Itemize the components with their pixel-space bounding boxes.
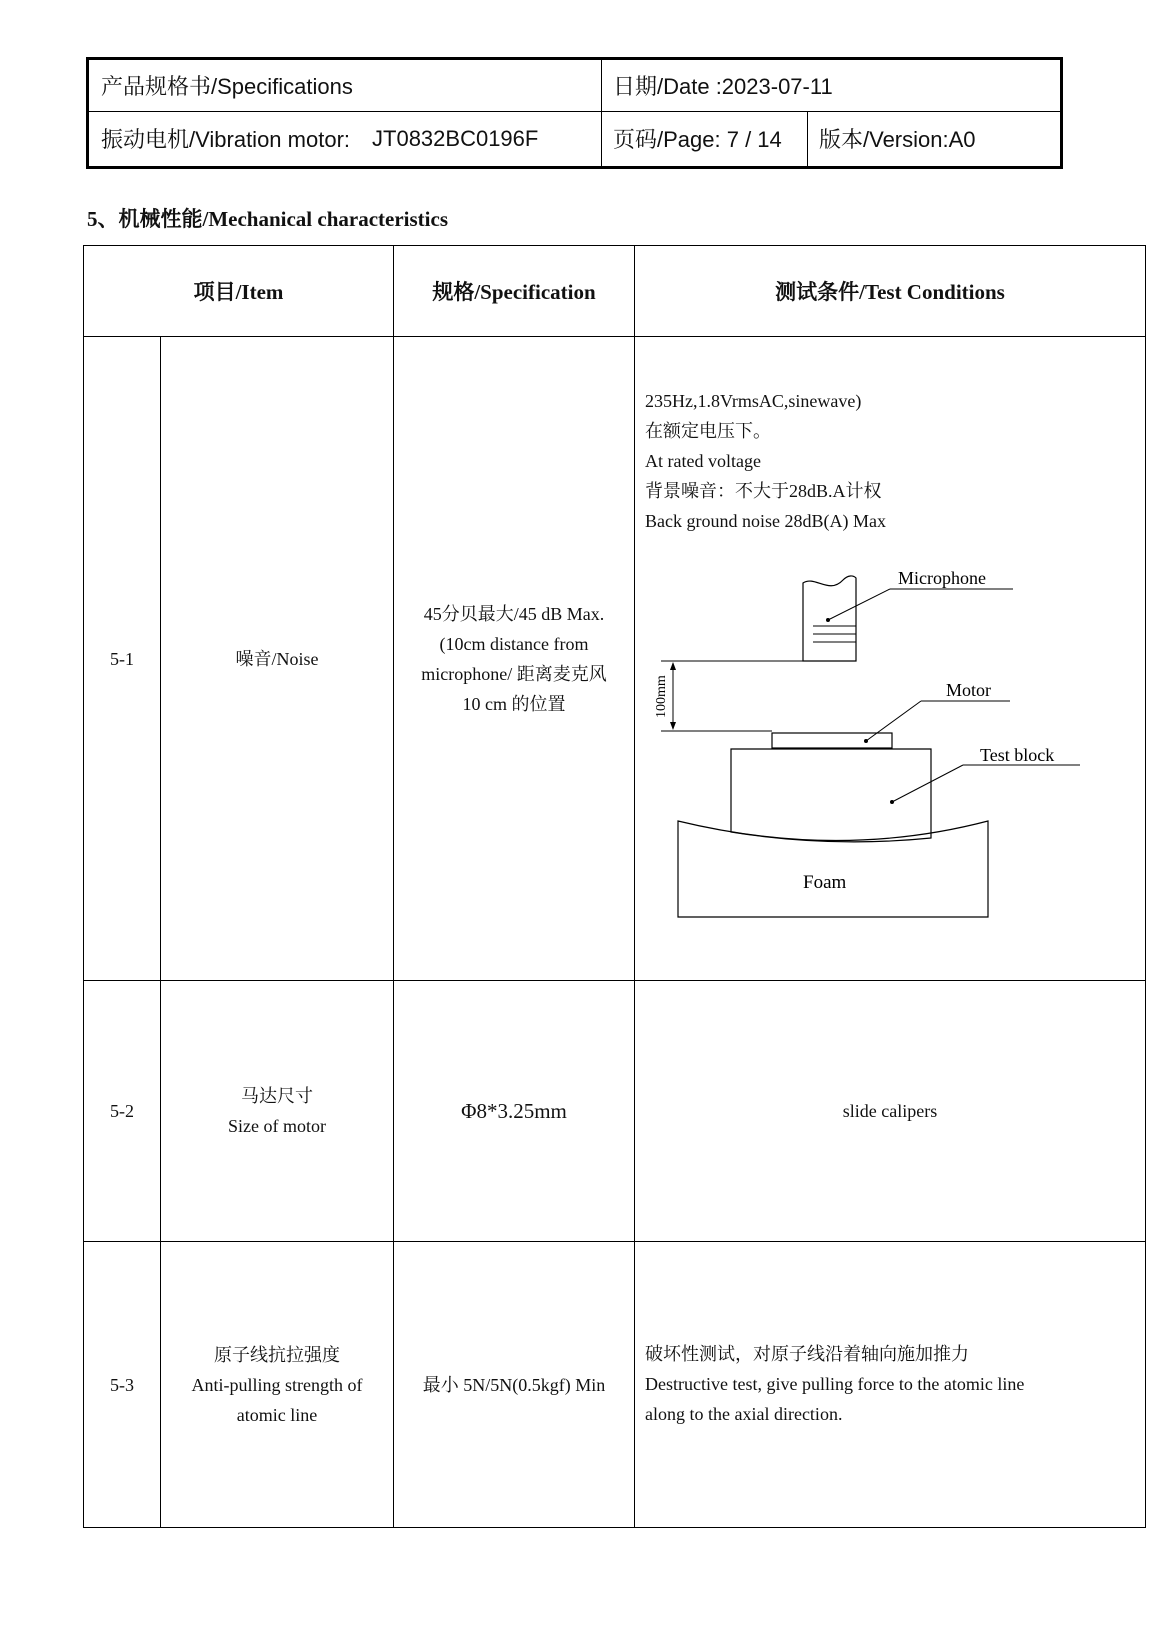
spec-line: microphone/ 距离麦克风 [421,663,607,684]
item-line: Size of motor [228,1116,326,1136]
table-border [1145,245,1146,1528]
test-line: 背景噪音：不大于28dB.A计权 [645,481,882,501]
spec-value: 最小 5N/5N(0.5kgf) Min [422,1374,606,1395]
table-border [83,1527,1146,1528]
row-number: 5-2 [110,1101,134,1121]
test-line: Destructive test, give pulling force to the atomic line [645,1374,1025,1394]
test-block-leader [892,765,963,802]
distance-label: 100mm [654,675,669,718]
section-title: 5、机械性能/Mechanical characteristics [87,207,448,231]
item-name [161,1242,393,1527]
noise-test-diagram [635,560,1145,930]
microphone-leader [828,589,890,620]
row-number: 5-1 [110,648,134,669]
header-spec: 规格/Specification [432,280,596,304]
test-block-label: Test block [980,745,1055,765]
header-test: 测试条件/Test Conditions [775,280,1005,304]
motor-label: Motor [946,680,991,700]
item-name [161,981,393,1241]
page-label: 页码/Page: 7 / 14 [613,127,782,152]
spec-label: 产品规格书/Specifications [101,74,353,99]
test-line: Back ground noise 28dB(A) Max [645,511,886,531]
spec-line: 10 cm 的位置 [462,693,566,714]
product-cell [89,111,601,166]
spec-value: Φ8*3.25mm [461,1098,567,1123]
test-line: 破坏性测试，对原子线沿着轴向施加推力 [645,1344,969,1364]
part-number: JT0832BC0196F [372,125,539,151]
item-line: Anti-pulling strength of [191,1374,363,1395]
spec-line: 45分贝最大/45 dB Max. [423,603,605,624]
test-line: along to the axial direction. [645,1404,843,1424]
product-label: 振动电机/Vibration motor: [101,127,351,152]
foam-shape [678,821,988,917]
motor-leader [866,701,921,741]
foam-label: Foam [803,872,847,893]
date-label: 日期/Date :2023-07-11 [613,74,833,99]
dimension-arrowhead [670,662,676,670]
microphone-shape [803,576,856,661]
test-conditions [645,1339,1140,1429]
item-line: 原子线抗拉强度 [214,1344,340,1365]
document-header [86,57,1063,169]
item-name: 噪音/Noise [235,648,319,669]
header-item: 项目/Item [193,280,284,304]
microphone-label: Microphone [898,568,986,588]
test-conditions [645,386,886,536]
version-label: 版本/Version:A0 [819,127,976,152]
test-line: 235Hz,1.8VrmsAC,sinewave) [645,391,862,411]
test-condition: slide calipers [842,1101,938,1121]
row-number: 5-3 [110,1374,134,1395]
spec-line: (10cm distance from [439,633,589,654]
test-line: At rated voltage [645,451,761,471]
item-line: 马达尺寸 [241,1086,313,1106]
dimension-arrowhead [670,722,676,730]
spec-value [394,337,634,980]
item-line: atomic line [236,1404,318,1425]
test-line: 在额定电压下。 [645,421,771,441]
test-block-shape [731,749,931,842]
